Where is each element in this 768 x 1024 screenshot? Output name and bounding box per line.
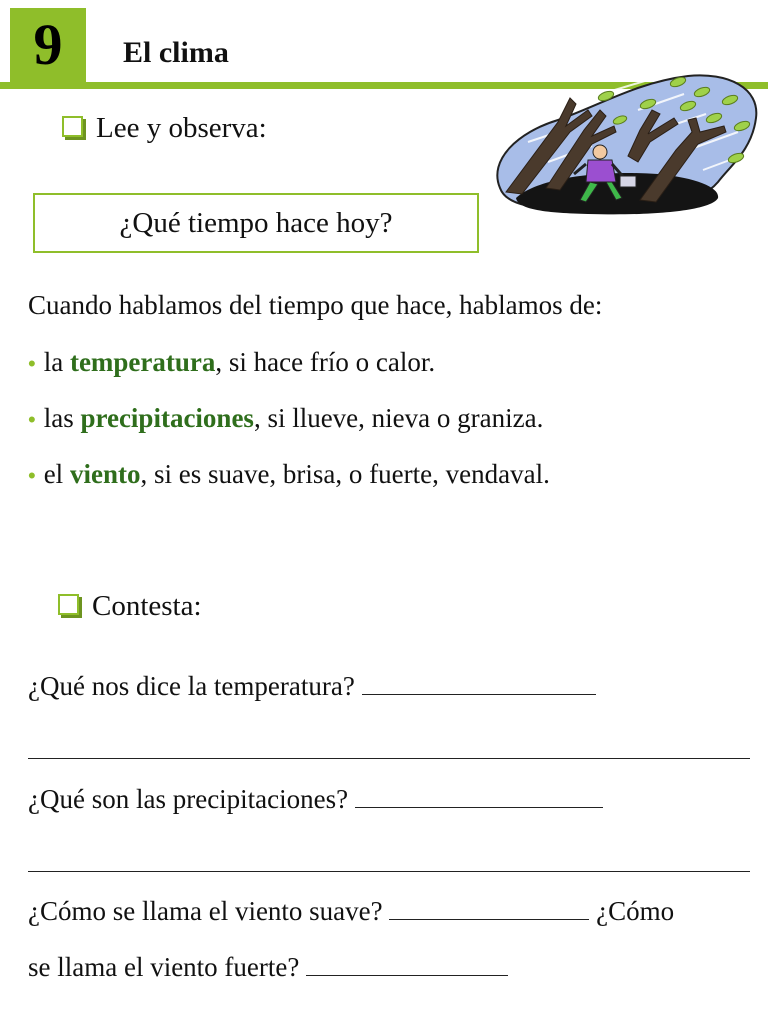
keyword-temperatura: temperatura: [69, 347, 216, 377]
bullet-dot: •: [28, 463, 36, 488]
question-3: [28, 895, 674, 927]
bullet-temperature: [28, 347, 435, 378]
answer-blank-3[interactable]: [389, 895, 589, 920]
question-box: ¿Qué tiempo hace hoy?: [33, 193, 479, 253]
bullet-prefix: el: [43, 459, 70, 489]
question-3-text: ¿Cómo se llama el viento suave?: [28, 896, 383, 926]
bullet-dot: •: [28, 407, 36, 432]
section-answer: [58, 590, 202, 623]
section-read-label: Lee y observa:: [96, 112, 267, 144]
question-4: [28, 951, 508, 983]
lesson-number: 9: [10, 8, 86, 82]
intro-text: Cuando hablamos del tiempo que hace, hablamos de:: [28, 290, 603, 320]
checkbox-bullet-icon: [58, 594, 79, 615]
answer-blank-2[interactable]: [355, 783, 603, 808]
keyword-viento: viento: [69, 459, 141, 489]
bullet-prefix: las: [43, 403, 81, 433]
answer-line-1[interactable]: [28, 758, 750, 759]
answer-blank-1[interactable]: [362, 670, 596, 695]
question-4-text: se llama el viento fuerte?: [28, 952, 300, 982]
checkbox-bullet-icon: [62, 116, 83, 137]
bullet-precipitation: [28, 403, 543, 434]
page-title: El clima: [123, 36, 229, 69]
windy-weather-illustration: [488, 70, 762, 218]
section-answer-label: Contesta:: [92, 590, 202, 622]
bullet-suffix: , si llueve, nieva o graniza.: [253, 403, 544, 433]
bullet-suffix: , si hace frío o calor.: [215, 347, 436, 377]
question-4-start: ¿Cómo: [596, 896, 675, 926]
keyword-precipitaciones: precipitaciones: [80, 403, 254, 433]
bullet-prefix: la: [43, 347, 70, 377]
bullet-suffix: , si es suave, brisa, o fuerte, vendaval.: [140, 459, 550, 489]
bullet-dot: •: [28, 351, 36, 376]
bullet-wind: [28, 459, 550, 490]
question-1-text: ¿Qué nos dice la temperatura?: [28, 671, 355, 701]
question-2-text: ¿Qué son las precipitaciones?: [28, 784, 349, 814]
answer-line-2[interactable]: [28, 871, 750, 872]
section-read: [62, 112, 267, 145]
question-1: [28, 670, 596, 702]
answer-blank-4[interactable]: [306, 951, 508, 976]
question-2: [28, 783, 603, 815]
